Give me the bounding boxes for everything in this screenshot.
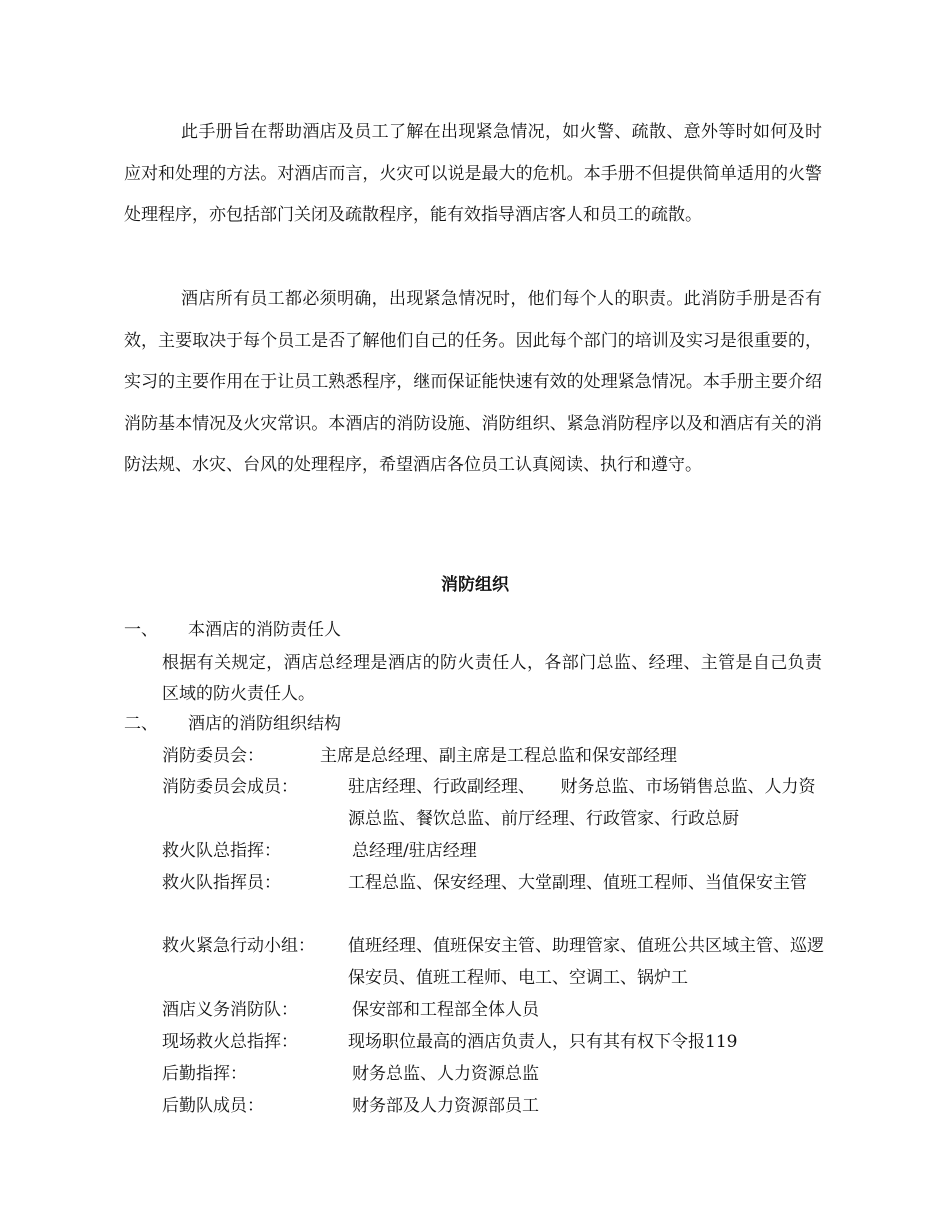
org-row-value: 驻店经理、行政副经理、 财务总监、市场销售总监、人力资源总监、餐饮总监、前厅经理、行政管家、行政总厨 <box>348 777 816 829</box>
org-row-value: 工程总监、保安经理、大堂副理、值班工程师、当值保安主管 <box>348 873 807 893</box>
section-1-body: 根据有关规定，酒店总经理是酒店的防火责任人，各部门总监、经理、主管是自己负责区域的防火责任人。 <box>162 653 822 704</box>
org-row-value: 财务总监、人力资源总监 <box>352 1064 539 1084</box>
intro-paragraph-1: 此手册旨在帮助酒店及员工了解在出现紧急情况，如火警、疏散、意外等时如何及时应对和处理的方法。对酒店而言，火灾可以说是最大的危机。本手册不但提供简单适用的火警处理程序，亦包括部门关闭及疏散程序，能有效指导酒店客人和员工的疏散。 <box>124 122 822 225</box>
org-row-value: 财务部及人力资源部员工 <box>352 1096 539 1116</box>
org-row-value: 现场职位最高的酒店负责人，只有其有权下令报119 <box>348 1032 738 1052</box>
section-2-title: 酒店的消防组织结构 <box>188 714 341 734</box>
org-row-label: 救火紧急行动小组： <box>162 936 315 956</box>
org-row-label: 后勤队成员： <box>162 1096 264 1116</box>
org-row-value: 总经理/驻店经理 <box>352 841 477 861</box>
org-row-value: 值班经理、值班保安主管、助理管家、值班公共区域主管、巡逻保安员、值班工程师、电工、空调工、锅炉工 <box>348 936 824 988</box>
org-row-label: 救火队总指挥： <box>162 841 281 861</box>
section-2-title-line <box>124 711 341 737</box>
section-1-title-line <box>124 617 341 643</box>
intro-paragraph-2: 酒店所有员工都必须明确，出现紧急情况时，他们每个人的职责。此消防手册是否有效，主要取决于每个员工是否了解他们自己的任务。因此每个部门的培训及实习是很重要的，实习的主要作用在于让员工熟悉程序，继而保证能快速有效的处理紧急情况。本手册主要介绍消防基本情况及火灾常识。本酒店的消防设施、消防组织、紧急消防程序以及和酒店有关的消防法规、水灾、台风的处理程序，希望酒店各位员工认真阅读、执行和遵守。 <box>124 289 822 475</box>
org-row-label: 现场救火总指挥： <box>162 1032 298 1052</box>
org-row-value: 保安部和工程部全体人员 <box>352 1000 539 1020</box>
org-row-value: 主席是总经理、副主席是工程总监和保安部经理 <box>320 746 677 766</box>
org-row-label: 救火队指挥员： <box>162 873 281 893</box>
org-row-label: 消防委员会： <box>162 746 264 766</box>
org-row-label: 后勤指挥： <box>162 1064 247 1084</box>
section-1-number: 一、 <box>124 620 158 640</box>
section-heading: 消防组织 <box>441 575 509 595</box>
org-row-label: 消防委员会成员： <box>162 777 298 797</box>
section-2-number: 二、 <box>124 714 158 734</box>
org-row-label: 酒店义务消防队： <box>162 1000 298 1020</box>
section-1-title: 本酒店的消防责任人 <box>188 620 341 640</box>
